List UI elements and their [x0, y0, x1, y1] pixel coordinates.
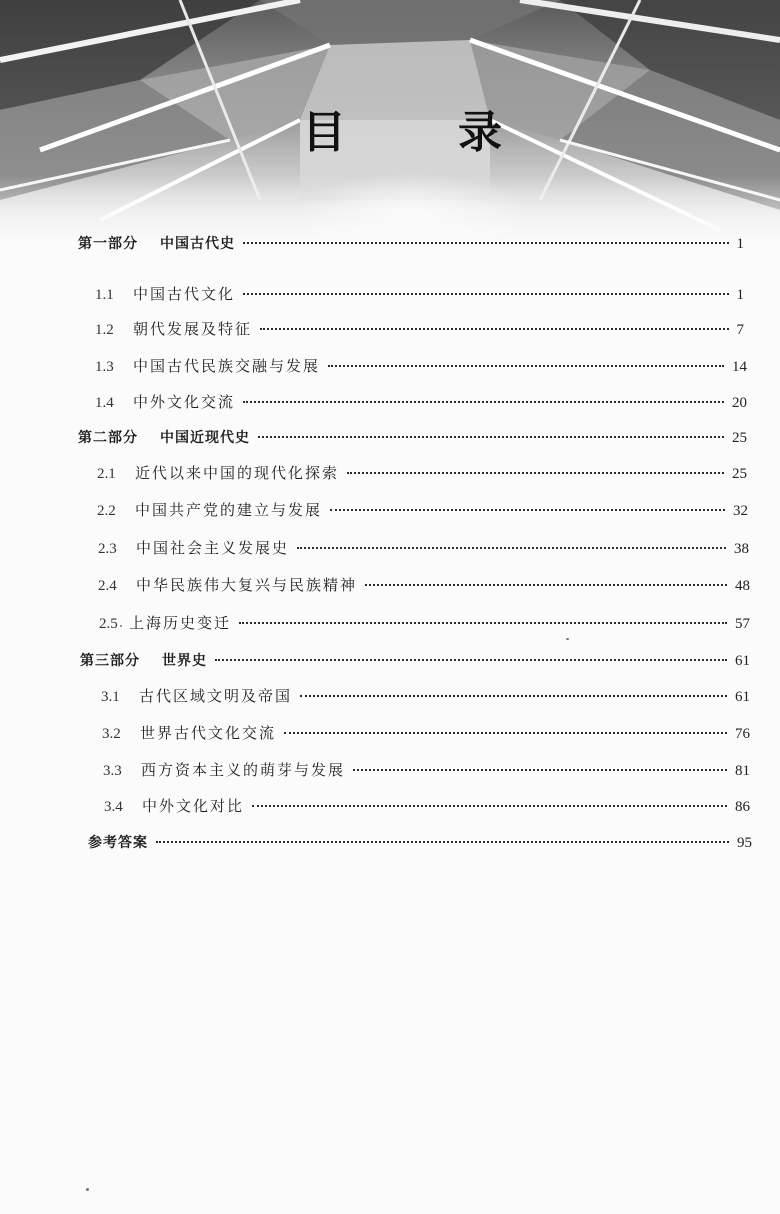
- section-title: 世界古代文化交流: [140, 724, 277, 742]
- section-number: 3.1: [101, 689, 120, 705]
- toc-entry-1-2[interactable]: [95, 318, 744, 342]
- toc-entry-1-1[interactable]: [95, 283, 744, 307]
- toc-part-2[interactable]: [78, 427, 747, 451]
- section-number: 3.2: [102, 726, 121, 742]
- toc-entry-3-2[interactable]: [102, 722, 750, 746]
- page-number: 76: [735, 726, 750, 742]
- dot-leader: [243, 242, 729, 244]
- section-title: 中外文化对比: [142, 797, 245, 815]
- toc-part-3[interactable]: [80, 650, 750, 674]
- dot-leader: [243, 293, 728, 295]
- toc-answers[interactable]: [88, 832, 752, 856]
- dot-leader: [328, 365, 724, 367]
- page-number: 1: [736, 287, 744, 303]
- dot-leader: [365, 584, 727, 586]
- section-title: 古代区域文明及帝国: [139, 687, 293, 705]
- page-number: 61: [735, 689, 750, 705]
- section-number: 1.1: [95, 287, 114, 303]
- section-number: 2.5: [99, 616, 118, 632]
- section-title: 中外文化交流: [133, 393, 236, 411]
- page-number: 48: [735, 578, 750, 594]
- section-title: 中国共产党的建立与发展: [135, 501, 323, 519]
- dot-leader: [239, 622, 727, 624]
- dot-leader: [215, 659, 727, 661]
- section-number: 3.4: [104, 799, 123, 815]
- dot-leader: [353, 769, 727, 771]
- section-number: 2.3: [98, 541, 117, 557]
- toc-entry-2-1[interactable]: [97, 462, 747, 486]
- scan-speck: [566, 638, 569, 640]
- part-number: 第三部分: [80, 653, 140, 669]
- dot-leader: [243, 401, 724, 403]
- toc-entry-2-2[interactable]: [97, 499, 748, 523]
- section-title: 中国社会主义发展史: [136, 539, 290, 557]
- section-title: 近代以来中国的现代化探索: [135, 464, 340, 482]
- part-number: 第二部分: [78, 430, 138, 446]
- page-number: 20: [732, 395, 747, 411]
- scan-speck: [120, 625, 122, 627]
- page-number: 38: [734, 541, 749, 557]
- dot-leader: [252, 805, 727, 807]
- page-number: 57: [735, 616, 750, 632]
- toc-part-1[interactable]: [78, 233, 744, 257]
- section-number: 2.1: [97, 466, 116, 482]
- dot-leader: [258, 436, 724, 438]
- title-char-2: 录: [458, 107, 502, 158]
- section-number: 2.2: [97, 503, 116, 519]
- toc-entry-1-4[interactable]: [95, 391, 747, 415]
- toc-entry-2-4[interactable]: [98, 574, 750, 598]
- dot-leader: [330, 509, 725, 511]
- section-number: 2.4: [98, 578, 117, 594]
- page-number: 86: [735, 799, 750, 815]
- page-number: 7: [736, 322, 744, 338]
- page-number: 32: [733, 503, 748, 519]
- section-number: 1.4: [95, 395, 114, 411]
- page-number: 61: [735, 653, 750, 669]
- dot-leader: [156, 841, 729, 843]
- title-char-1: 目: [302, 107, 346, 158]
- page-number: 25: [732, 430, 747, 446]
- answers-title: 参考答案: [88, 835, 148, 851]
- part-title: 中国近现代史: [160, 430, 250, 446]
- page-number: 1: [736, 236, 744, 252]
- toc-entry-2-5[interactable]: [99, 612, 750, 636]
- toc-entry-3-3[interactable]: [103, 759, 750, 783]
- dot-leader: [347, 472, 724, 474]
- toc-entry-1-3[interactable]: [95, 355, 747, 379]
- part-number: 第一部分: [78, 236, 138, 252]
- toc-entry-3-1[interactable]: [101, 685, 750, 709]
- section-title: 中国古代民族交融与发展: [133, 357, 321, 375]
- section-title: 中华民族伟大复兴与民族精神: [136, 576, 358, 594]
- section-title: 朝代发展及特征: [133, 320, 253, 338]
- part-title: 中国古代史: [160, 236, 235, 252]
- toc-entry-3-4[interactable]: [104, 795, 750, 819]
- scan-speck: [86, 1188, 89, 1191]
- section-number: 3.3: [103, 763, 122, 779]
- page-number: 81: [735, 763, 750, 779]
- part-title: 世界史: [162, 653, 207, 669]
- page-number: 25: [732, 466, 747, 482]
- dot-leader: [260, 328, 728, 330]
- page-number: 95: [737, 835, 752, 851]
- section-number: 1.3: [95, 359, 114, 375]
- page-title: [302, 96, 502, 160]
- dot-leader: [300, 695, 727, 697]
- dot-leader: [284, 732, 727, 734]
- section-title: 上海历史变迁: [129, 614, 232, 632]
- section-title: 西方资本主义的萌芽与发展: [141, 761, 346, 779]
- section-title: 中国古代文化: [133, 285, 236, 303]
- section-number: 1.2: [95, 322, 114, 338]
- toc-entry-2-3[interactable]: [98, 537, 749, 561]
- page-number: 14: [732, 359, 747, 375]
- dot-leader: [297, 547, 726, 549]
